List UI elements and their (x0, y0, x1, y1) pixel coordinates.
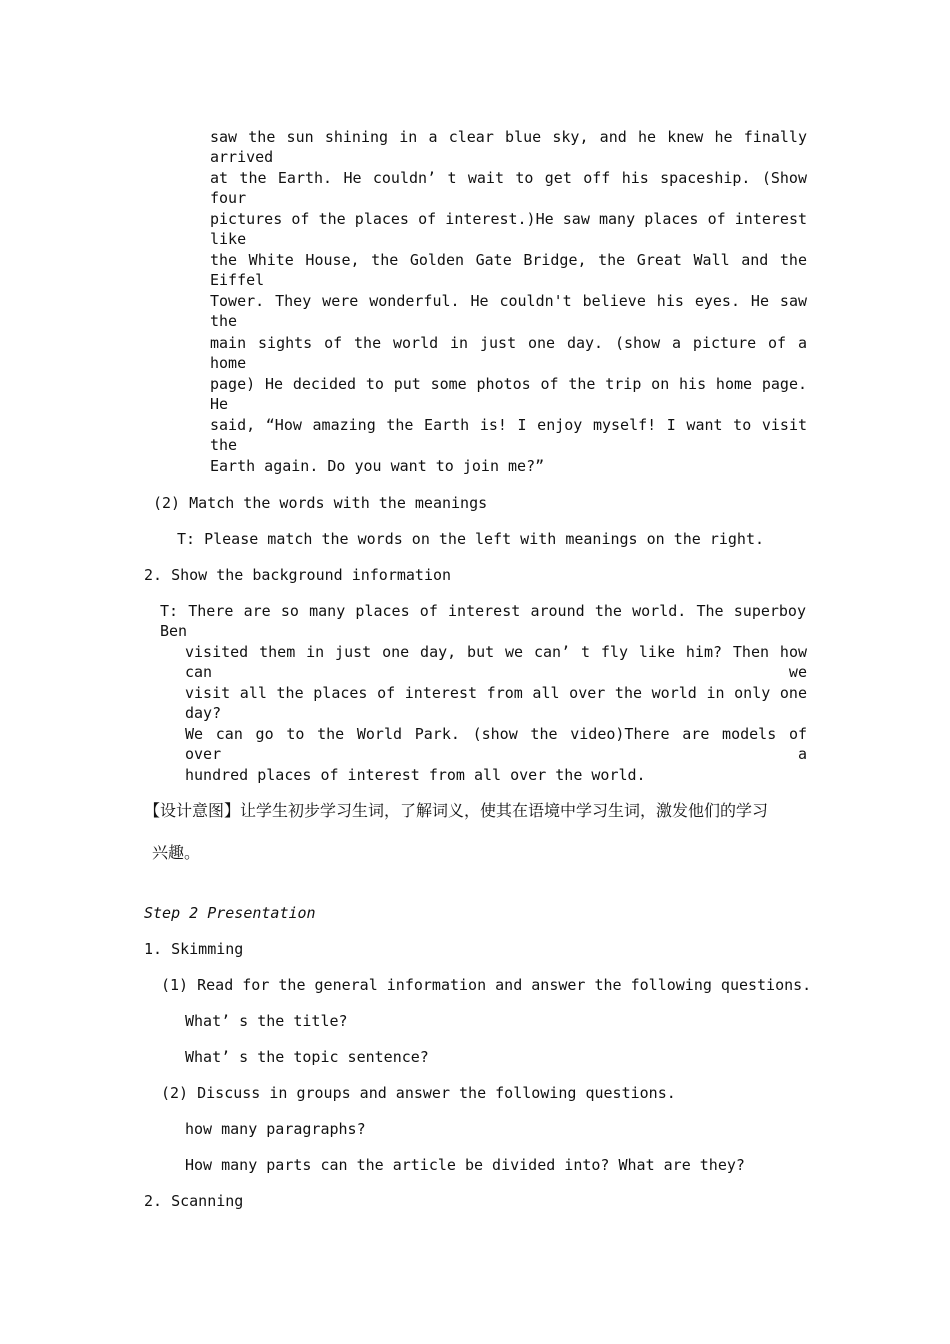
question-paragraphs: how many paragraphs? (185, 1120, 366, 1138)
background-line-1: T: There are so many places of interest around the world. The superboy Ben (160, 602, 806, 640)
background-heading: 2. Show the background information (144, 566, 452, 584)
story-line-4: the White House, the Golden Gate Bridge, the Great Wall and the Eiffel (210, 251, 807, 289)
skimming-heading: 1. Skimming (144, 940, 244, 958)
question-title: What’ s the title? (185, 1012, 348, 1030)
background-line-3: visit all the places of interest from all over the world in only one day? (185, 684, 807, 722)
background-line-5: hundred places of interest from all over the world. (185, 766, 646, 784)
skimming-question-1: (1) Read for the general information and answer the following questions. (161, 976, 812, 994)
design-intent-line-1: 【设计意图】让学生初步学习生词，了解词义，使其在语境中学习生词，激发他们的学习 (144, 801, 769, 820)
skimming-question-2: (2) Discuss in groups and answer the following questions. (161, 1084, 676, 1102)
background-line-2: visited them in just one day, but we can’ t fly like him? Then how can we (185, 643, 807, 681)
story-line-8: said, “How amazing the Earth is! I enjoy myself! I want to visit the (210, 416, 807, 454)
match-instruction: T: Please match the words on the left with meanings on the right. (177, 530, 764, 548)
step2-title: Step 2 Presentation (144, 904, 316, 922)
story-line-1: saw the sun shining in a clear blue sky, and he knew he finally arrived (210, 128, 807, 166)
story-line-3: pictures of the places of interest.)He saw many places of interest like (210, 210, 807, 248)
match-heading: (2) Match the words with the meanings (153, 494, 488, 512)
question-parts: How many parts can the article be divided into? What are they? (185, 1156, 745, 1174)
background-line-4: We can go to the World Park. (show the video)There are models of over a (185, 725, 807, 763)
scanning-heading: 2. Scanning (144, 1192, 244, 1210)
story-line-7: page) He decided to put some photos of the trip on his home page. He (210, 375, 807, 413)
question-topic-sentence: What’ s the topic sentence? (185, 1048, 429, 1066)
story-line-6: main sights of the world in just one day. (show a picture of a home (210, 334, 807, 372)
design-intent-line-2: 兴趣。 (152, 843, 201, 862)
story-line-9: Earth again. Do you want to join me?” (210, 457, 545, 475)
story-line-5: Tower. They were wonderful. He couldn't believe his eyes. He saw the (210, 292, 807, 330)
story-line-2: at the Earth. He couldn’ t wait to get off his spaceship. (Show four (210, 169, 807, 207)
